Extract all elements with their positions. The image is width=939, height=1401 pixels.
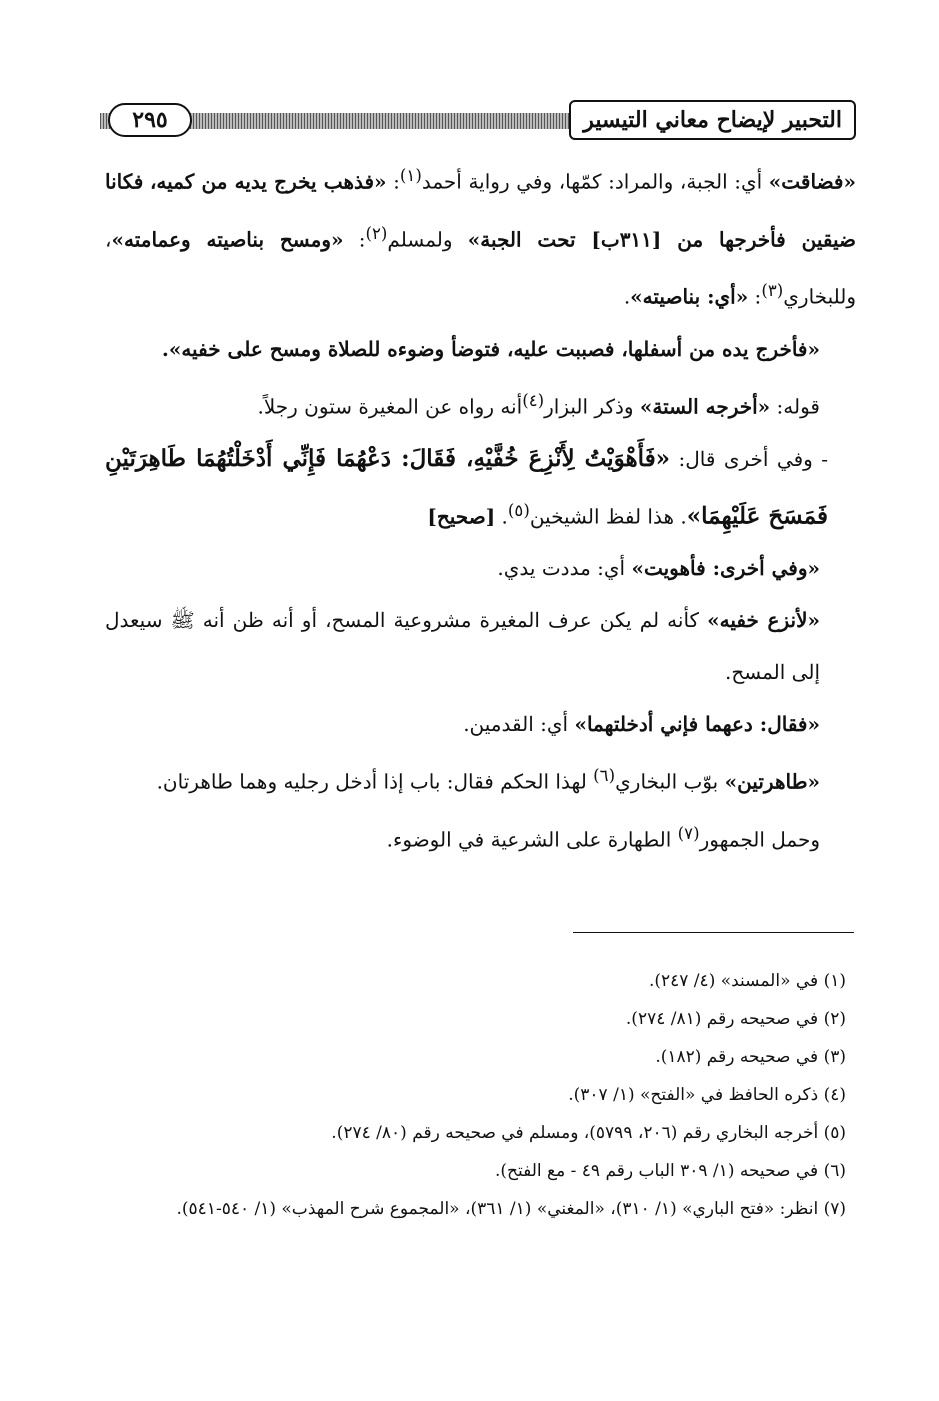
footnote-ref: (٤) [522,390,545,410]
footnotes [105,962,856,1228]
grading-label: [صحيح] [427,504,496,529]
bold-phrase: «فقال: دعهما فإني أدخلتهما» [574,712,820,737]
paragraph-9 [105,808,856,866]
page-number: ٢٩٥ [108,103,192,137]
paragraph-4 [105,433,856,543]
footnote-ref: (٦) [593,766,616,786]
footnote-ref: (٢) [365,223,388,243]
text-run: لهذا الحكم فقال: باب إذا أدخل رجليه وهما طاهرتان. [156,769,594,794]
text-run: أنه رواه عن المغيرة ستون رجلاً. [257,394,523,419]
text-run: ولمسلم [387,227,468,252]
bold-phrase: «أي: بناصيته» [630,284,749,309]
paragraph-5 [105,542,856,594]
paragraph-1 [105,150,856,323]
paragraph-3 [105,375,856,433]
footnote-ref: (٧) [677,823,700,843]
text-run: قوله: [770,394,820,419]
text-run: وللبخاري [783,284,856,309]
text-run: وحمل الجمهور [699,827,820,852]
main-text [105,150,856,866]
footnote-5: (٥) أخرجه البخاري رقم (٢٠٦، ٥٧٩٩)، ومسلم في صحيحه رقم (٨٠/ ٢٧٤). [331,1123,846,1143]
text-run: . [623,284,631,309]
bold-phrase: «لأنزع خفيه» [707,608,820,633]
book-title: التحبير لإيضاح معاني التيسير [569,100,856,140]
hadith-quote: «فَأَهْوَيْتُ لِأَنْزِعَ خُفَّيْهِ، فَقَالَ: دَعْهُمَا فَإِنِّي أَدْخَلْتُهُمَا طَاهِرَتَيْنِ فَمَسَحَ عَلَيْهِمَا» [105,444,828,530]
text-run: كأنه لم يكن عرف المغيرة مشروعية المسح، أو أنه ظن أنه ﷺ سيعدل إلى المسح. [105,608,820,685]
text-run: بوّب البخاري [615,769,725,794]
text-run: : [386,169,400,194]
footnote-separator [573,932,854,933]
bold-phrase: «فضاقت» [768,169,856,194]
paragraph-8 [105,750,856,808]
text-run: - وفي أخرى قال: [670,446,829,471]
text-run: وذكر البزار [544,394,640,419]
footnote-4: (٤) ذكره الحافظ في «الفتح» (١/ ٣٠٧). [568,1085,846,1105]
bold-phrase: «وفي أخرى: فأهويت» [631,556,820,581]
footnote-3: (٣) في صحيحه رقم (١٨٢). [655,1047,846,1067]
text-run: أي: الجبة، والمراد: كمّها، وفي رواية أحمد [421,169,769,194]
text-run: أي: القدمين. [463,712,575,737]
bold-phrase: فكانا ضيقين فأخرجها من [٣١١ب] تحت الجبة» [105,169,856,252]
text-run: . هذا لفظ الشيخين [529,504,687,529]
footnote-1: (١) في «المسند» (٤/ ٢٤٧). [648,971,846,991]
footnote-ref: (٣) [761,281,784,301]
footnote-7: (٧) انظر: «فتح الباري» (١/ ٣١٠)، «المغني» (١/ ٣٦١)، «المجموع شرح المهذب» (١/ ٥٤٠-٥٤١). [176,1199,846,1219]
text-run: الطهارة على الشرعية في الوضوء. [386,827,678,852]
paragraph-6 [105,594,856,698]
page-header [100,100,856,142]
paragraph-7 [105,698,856,750]
paragraph-2: «فأخرج يده من أسفلها، فصببت عليه، فتوضأ وضوءه للصلاة ومسح على خفيه». [161,336,820,361]
text-run: : [748,284,762,309]
text-run: . [495,504,508,529]
bold-phrase: «طاهرتين» [724,769,820,794]
footnote-ref: (٥) [507,500,530,520]
bold-phrase: «أخرجه الستة» [639,394,771,419]
footnote-6: (٦) في صحيحه (١/ ٣٠٩ الباب رقم ٤٩ - مع الفتح). [495,1161,846,1181]
text-run: ، [105,227,112,252]
text-run: : [343,227,366,252]
bold-phrase: «فذهب يخرج يديه من كميه، [149,169,387,194]
footnote-ref: (١) [399,166,422,185]
bold-phrase: «ومسح بناصيته وعمامته» [111,227,344,252]
footnote-2: (٢) في صحيحه رقم (٨١/ ٢٧٤). [625,1009,846,1029]
text-run: أي: مددت يدي. [497,556,632,581]
